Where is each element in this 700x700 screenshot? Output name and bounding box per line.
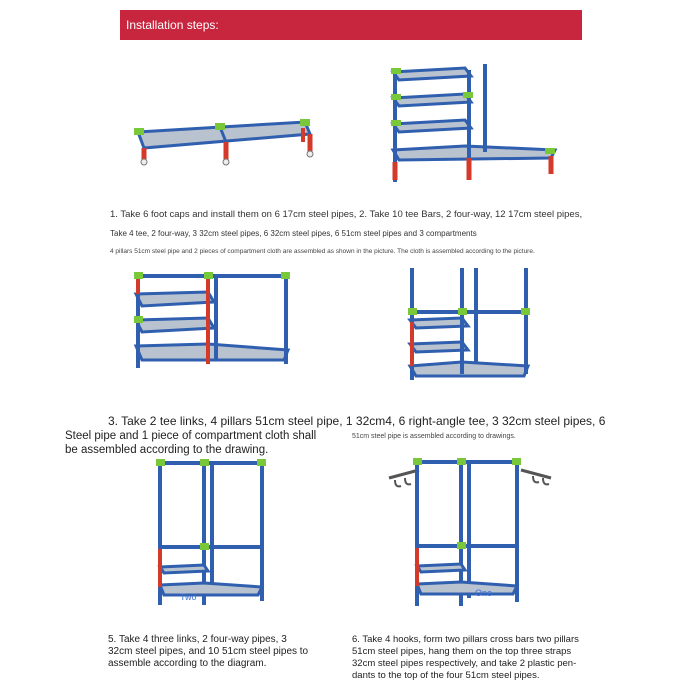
figure-step-1 (120, 110, 320, 180)
step-6-line-3: 32cm steel pipes respectively, and take 2 plastic pen- (352, 658, 577, 669)
step-5-text (108, 634, 308, 670)
step-6-line-4: dants to the top of the four 51cm steel pipes. (352, 670, 540, 681)
step-5-line-3: assemble according to the diagram. (108, 658, 267, 669)
figure-step-5 (152, 455, 272, 615)
figure-6-label: One (475, 588, 493, 598)
step-1-line-1: 1. Take 6 foot caps and install them on 6 17cm steel pipes, 2. Take 10 tee Bars, 2 four-way, 12 17cm steel pipes, (110, 209, 583, 220)
figure-step-2 (385, 62, 565, 192)
installation-header (120, 10, 582, 40)
figure-step-6 (383, 448, 558, 618)
figure-step-3 (128, 268, 298, 378)
step-1-line-3: 4 pillars 51cm steel pipe and 2 pieces of compartment cloth are assembled as shown in the picture. The cloth is assembled according to the picture. (110, 248, 535, 255)
step-6-line-2: 51cm steel pipes, hang them on the top three straps (352, 646, 572, 657)
header-title: Installation steps: (126, 18, 219, 32)
step-6-line-1: 6. Take 4 hooks, form two pillars cross bars two pillars (352, 634, 579, 645)
figure-step-4 (400, 262, 535, 387)
step-4-note: 51cm steel pipe is assembled according to drawings. (352, 433, 516, 440)
step-5-line-2: 32cm steel pipes, and 10 51cm steel pipes to (108, 646, 309, 657)
step-3-line-1: 3. Take 2 tee links, 4 pillars 51cm steel pipe, 1 32cm4, 6 right-angle tee, 3 32cm steel pipes, 6 (108, 414, 606, 428)
step-1-line-2: Take 4 tee, 2 four-way, 3 32cm steel pipes, 6 32cm steel pipes, 6 51cm steel pipes and 3 compartments (110, 229, 477, 238)
step-3-line-2: Steel pipe and 1 piece of compartment cloth shall (65, 430, 317, 442)
step-3-line-3: be assembled according to the drawing. (65, 444, 269, 456)
step-6-text (352, 634, 579, 682)
figure-5-label: Two (180, 592, 197, 602)
step-5-line-1: 5. Take 4 three links, 2 four-way pipes, 3 (108, 634, 287, 645)
